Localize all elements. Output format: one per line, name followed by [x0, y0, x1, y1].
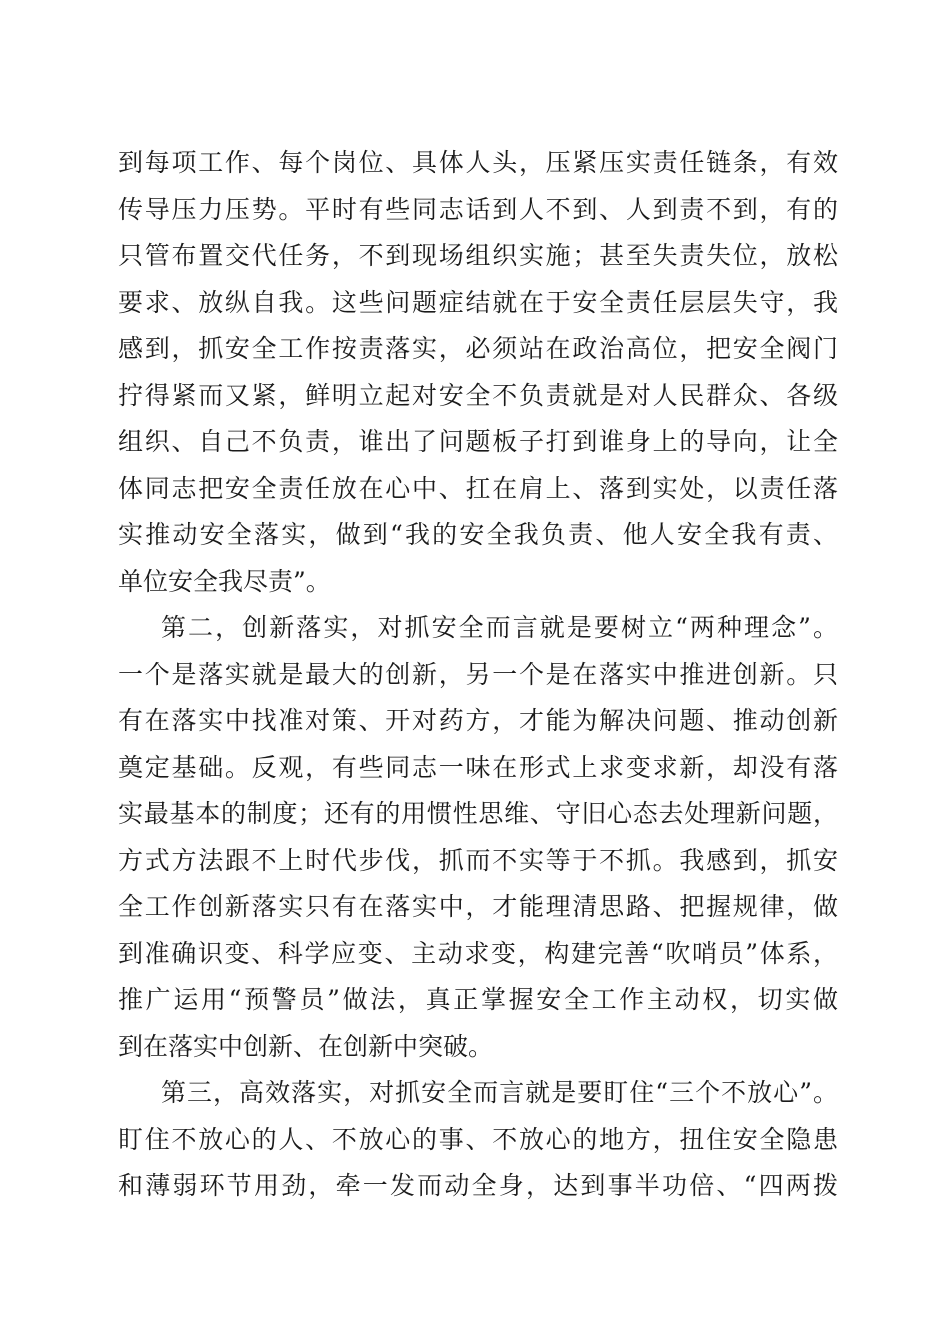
paragraph-heading-line: 第三，高效落实，对抓安全而言就是要盯住“三个不放心”。	[161, 1078, 838, 1107]
document-body	[118, 140, 838, 1210]
text-line: 到在落实中创新、在创新中突破。	[118, 1031, 494, 1061]
text-line: 传导压力压势。平时有些同志话到人不到、人到责不到，有的	[118, 194, 838, 224]
paragraph-heading-line: 第二，创新落实，对抓安全而言就是要树立“两种理念”。	[161, 613, 838, 642]
text-line: 方式方法跟不上时代步伐，抓而不实等于不抓。我感到，抓安	[118, 845, 838, 875]
text-line: 和薄弱环节用劲，牵一发而动全身，达到事半功倍、“四两拨	[118, 1171, 838, 1200]
text-line: 盯住不放心的人、不放心的事、不放心的地方，扭住安全隐患	[118, 1124, 838, 1154]
paragraph-2	[118, 605, 838, 1070]
paragraph-3	[118, 1070, 838, 1210]
text-line: 到准确识变、科学应变、主动求变，构建完善“吹哨员”体系，	[118, 938, 838, 968]
text-line: 有在落实中找准对策、开对药方，才能为解决问题、推动创新	[118, 706, 838, 735]
text-line: 到每项工作、每个岗位、具体人头，压紧压实责任链条，有效	[118, 148, 838, 177]
text-line: 组织、自己不负责，谁出了问题板子打到谁身上的导向，让全	[118, 427, 838, 456]
text-line: 一个是落实就是最大的创新，另一个是在落实中推进创新。只	[118, 659, 838, 689]
text-line: 拧得紧而又紧，鲜明立起对安全不负责就是对人民群众、各级	[118, 380, 838, 410]
text-line: 单位安全我尽责”。	[118, 566, 331, 596]
paragraph-1	[118, 140, 838, 605]
text-line: 体同志把安全责任放在心中、扛在肩上、落到实处，以责任落	[118, 473, 838, 503]
text-line: 要求、放纵自我。这些问题症结就在于安全责任层层失守，我	[118, 287, 838, 317]
text-line: 奠定基础。反观，有些同志一味在形式上求变求新，却没有落	[118, 752, 838, 782]
text-line: 只管布置交代任务，不到现场组织实施；甚至失责失位，放松	[118, 241, 838, 270]
text-line: 实最基本的制度；还有的用惯性思维、守旧心态去处理新问题，	[118, 799, 838, 828]
text-line: 实推动安全落实，做到“我的安全我负责、他人安全我有责、	[118, 520, 838, 549]
text-line: 感到，抓安全工作按责落实，必须站在政治高位，把安全阀门	[118, 334, 838, 363]
text-line: 推广运用“预警员”做法，真正掌握安全工作主动权，切实做	[118, 985, 838, 1014]
text-line: 全工作创新落实只有在落实中，才能理清思路、把握规律，做	[118, 892, 838, 921]
